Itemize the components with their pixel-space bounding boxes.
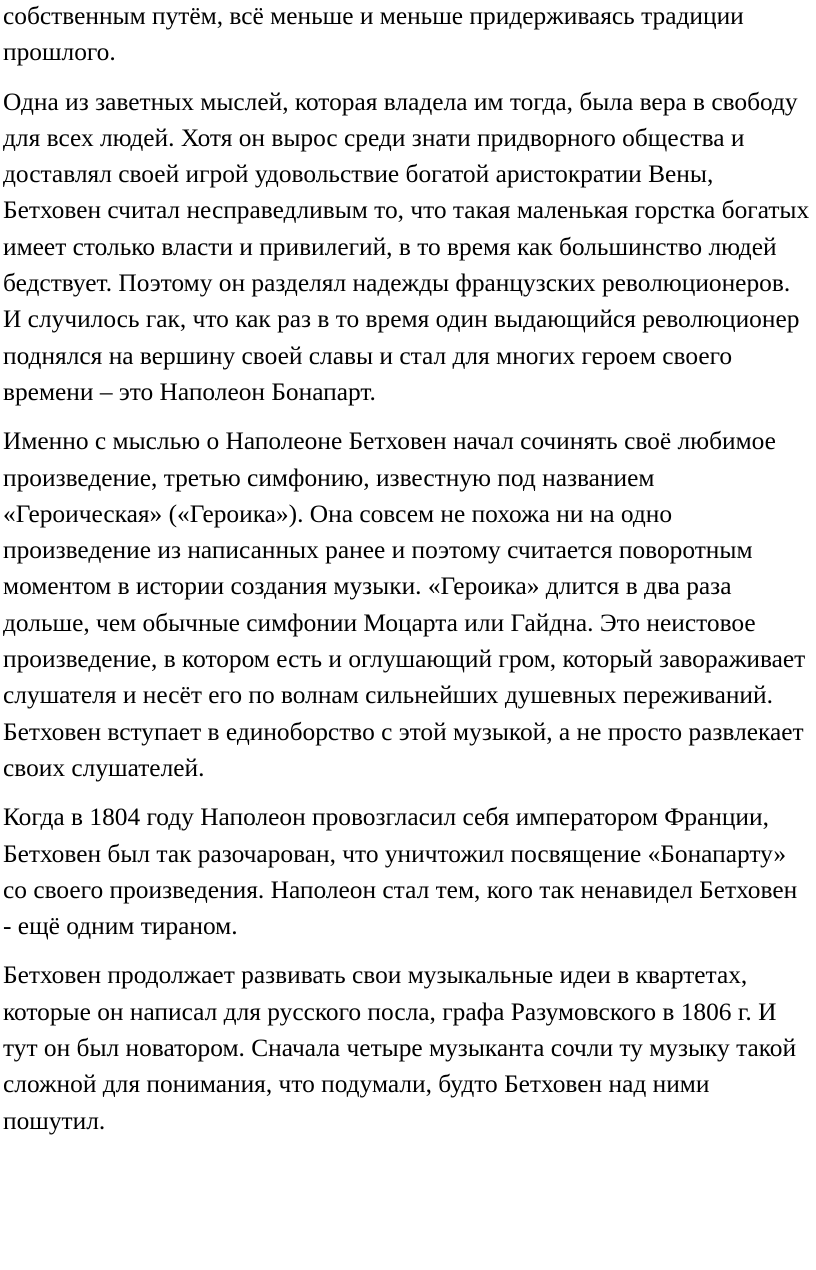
paragraph-4: Когда в 1804 году Наполеон провозгласил себя императором Франции, Бетховен был так разочарован, что уничтожил посвящение «Бонапарту» со своего произведения. Наполеон стал тем, кого так ненавидел Бетховен - ещё одним тираном. bbox=[3, 803, 798, 941]
paragraph-1: собственным путём, всё меньше и меньше придерживаясь традиции прошлого. bbox=[3, 2, 744, 67]
paragraph-2: Одна из заветных мыслей, которая владела им тогда, была вера в свободу для всех людей. Хотя он вырос среди знати придворного общества и доставлял своей игрой удовольствие богатой аристократии Вены, Бетховен считал несправедливым то, что такая маленькая горстка богатых имеет столько власти и привилегий, в то время как большинство людей бедствует. Поэтому он разделял надежды французских революционеров. И случилось гак, что как раз в то время один выдающийся революционер поднялся на вершину своей славы и стал для многих героем своего времени – это Наполеон Бонапарт. bbox=[3, 87, 810, 406]
paragraph-5: Бетховен продолжает развивать свои музыкальные идеи в квартетах, которые он написал для русского посла, графа Разумовского в 1806 г. И тут он был новатором. Сначала четыре музыканта сочли ту музыку такой сложной для понимания, что подумали, будто Бетховен над ними пошутил. bbox=[3, 961, 797, 1135]
paragraph-3: Именно с мыслью о Наполеоне Бетховен начал сочинять своё любимое произведение, третью симфонию, известную под названием «Героическая» («Героика»). Она совсем не похожа ни на одно произведение из написанных ранее и поэтому считается поворотным моментом в истории создания музыки. «Героика» длится в два раза дольше, чем обычные симфонии Моцарта или Гайдна. Это неистовое произведение, в котором есть и оглушающий гром, который завораживает слушателя и несёт его по волнам сильнейших душевных переживаний. Бетховен вступает в единоборство с этой музыкой, а не просто развлекает своих слушателей. bbox=[3, 427, 806, 782]
